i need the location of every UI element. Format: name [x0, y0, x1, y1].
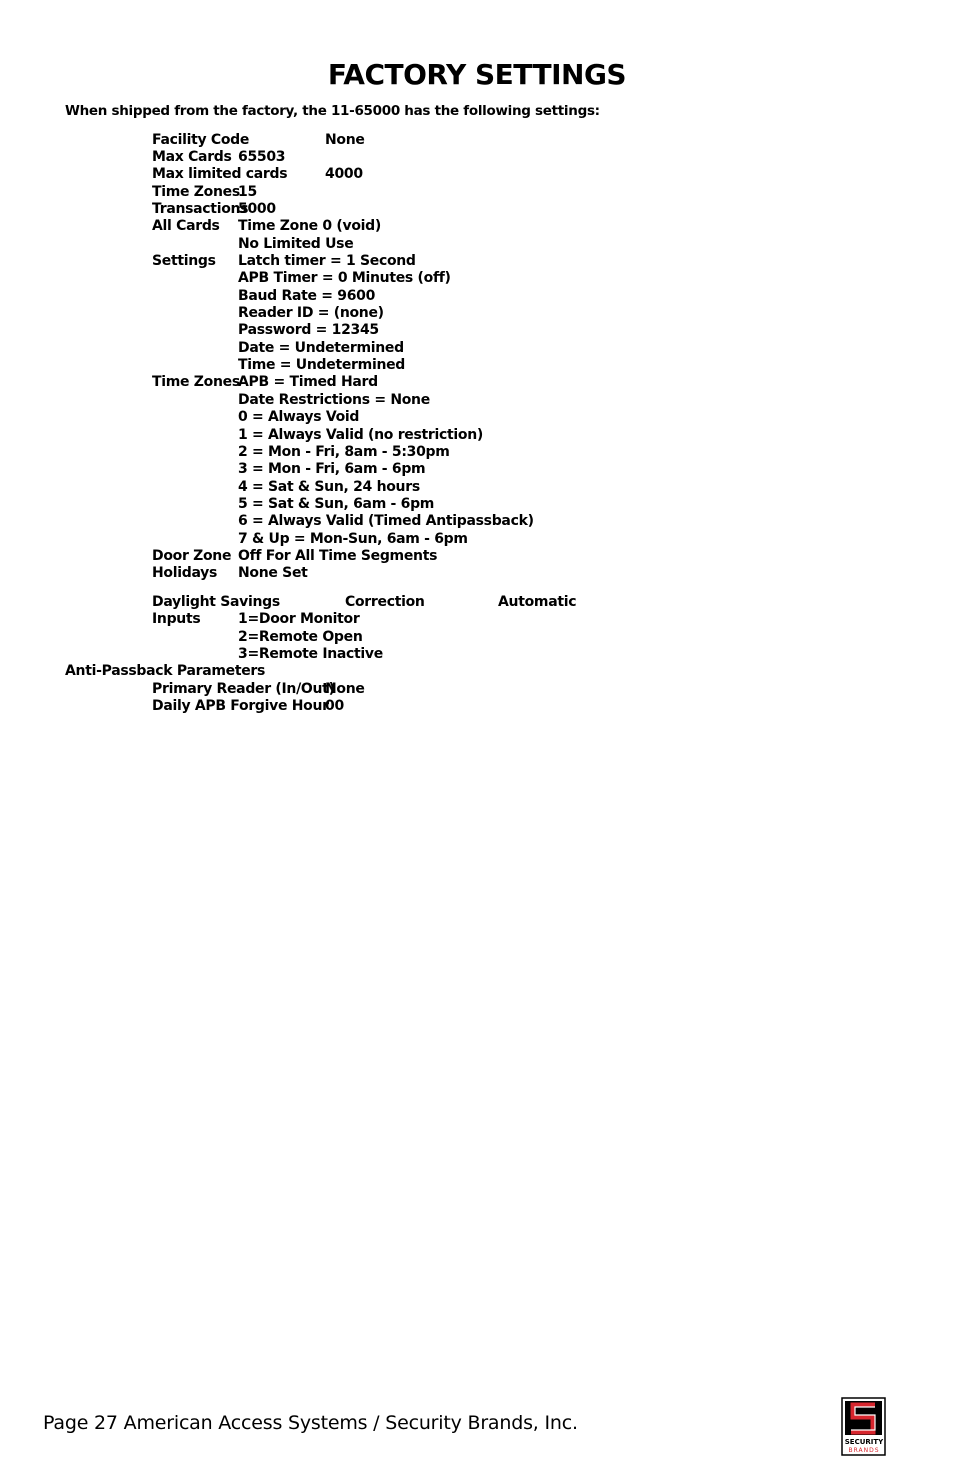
- logo-text-security: SECURITY: [844, 1438, 884, 1446]
- max-cards-value: 65503: [238, 149, 286, 165]
- page-title: FACTORY SETTINGS: [327, 58, 627, 91]
- apb-forgive-label: Daily APB Forgive Hour: [152, 698, 329, 714]
- holidays-value: None Set: [238, 565, 308, 581]
- facility-code-value: None: [325, 132, 365, 148]
- settings-line: Password = 12345: [238, 322, 379, 338]
- door-zone-value: Off For All Time Segments: [238, 548, 438, 564]
- time-zones-count-label: Time Zones: [152, 184, 240, 200]
- time-zone-line: 0 = Always Void: [238, 409, 360, 425]
- time-zone-line: 6 = Always Valid (Timed Antipassback): [238, 513, 534, 529]
- facility-code-label: Facility Code: [152, 132, 250, 148]
- time-zones-label: Time Zones: [152, 374, 240, 390]
- apb-forgive-value: 00: [325, 698, 344, 714]
- settings-line: Latch timer = 1 Second: [238, 253, 416, 269]
- settings-label: Settings: [152, 253, 216, 269]
- door-zone-label: Door Zone: [152, 548, 232, 564]
- max-cards-label: Max Cards: [152, 149, 232, 165]
- settings-line: Date = Undetermined: [238, 340, 404, 356]
- security-brands-logo: [841, 1397, 887, 1457]
- time-zones-count-value: 15: [238, 184, 257, 200]
- max-limited-value: 4000: [325, 166, 363, 182]
- all-cards-line: Time Zone 0 (void): [238, 218, 381, 234]
- inputs-label: Inputs: [152, 611, 201, 627]
- time-zone-line: 7 & Up = Mon-Sun, 6am - 6pm: [238, 531, 468, 547]
- time-zone-line: 3 = Mon - Fri, 6am - 6pm: [238, 461, 426, 477]
- intro-text: When shipped from the factory, the 11-65000 has the following settings:: [65, 103, 600, 119]
- settings-line: APB Timer = 0 Minutes (off): [238, 270, 451, 286]
- daylight-savings-label: Daylight Savings: [152, 594, 280, 610]
- all-cards-line: No Limited Use: [238, 236, 354, 252]
- settings-line: Baud Rate = 9600: [238, 288, 376, 304]
- time-zone-line: Date Restrictions = None: [238, 392, 430, 408]
- time-zone-line: 2 = Mon - Fri, 8am - 5:30pm: [238, 444, 450, 460]
- settings-line: Reader ID = (none): [238, 305, 384, 321]
- time-zone-line: 1 = Always Valid (no restriction): [238, 427, 484, 443]
- time-zone-line: APB = Timed Hard: [238, 374, 378, 390]
- time-zone-line: 4 = Sat & Sun, 24 hours: [238, 479, 420, 495]
- inputs-line: 3=Remote Inactive: [238, 646, 383, 662]
- primary-reader-label: Primary Reader (In/Out): [152, 681, 335, 697]
- page-footer: Page 27 American Access Systems / Security Brands, Inc.: [43, 1412, 578, 1434]
- time-zone-line: 5 = Sat & Sun, 6am - 6pm: [238, 496, 435, 512]
- daylight-savings-value: Automatic: [498, 594, 577, 610]
- inputs-line: 2=Remote Open: [238, 629, 363, 645]
- transactions-value: 5000: [238, 201, 276, 217]
- all-cards-label: All Cards: [152, 218, 220, 234]
- daylight-savings-correction: Correction: [345, 594, 425, 610]
- settings-line: Time = Undetermined: [238, 357, 406, 373]
- holidays-label: Holidays: [152, 565, 218, 581]
- apb-heading: Anti-Passback Parameters: [65, 663, 266, 679]
- transactions-label: Transactions: [152, 201, 249, 217]
- logo-text-brands: BRANDS: [848, 1447, 880, 1454]
- max-limited-label: Max limited cards: [152, 166, 288, 182]
- inputs-line: 1=Door Monitor: [238, 611, 360, 627]
- primary-reader-value: None: [325, 681, 365, 697]
